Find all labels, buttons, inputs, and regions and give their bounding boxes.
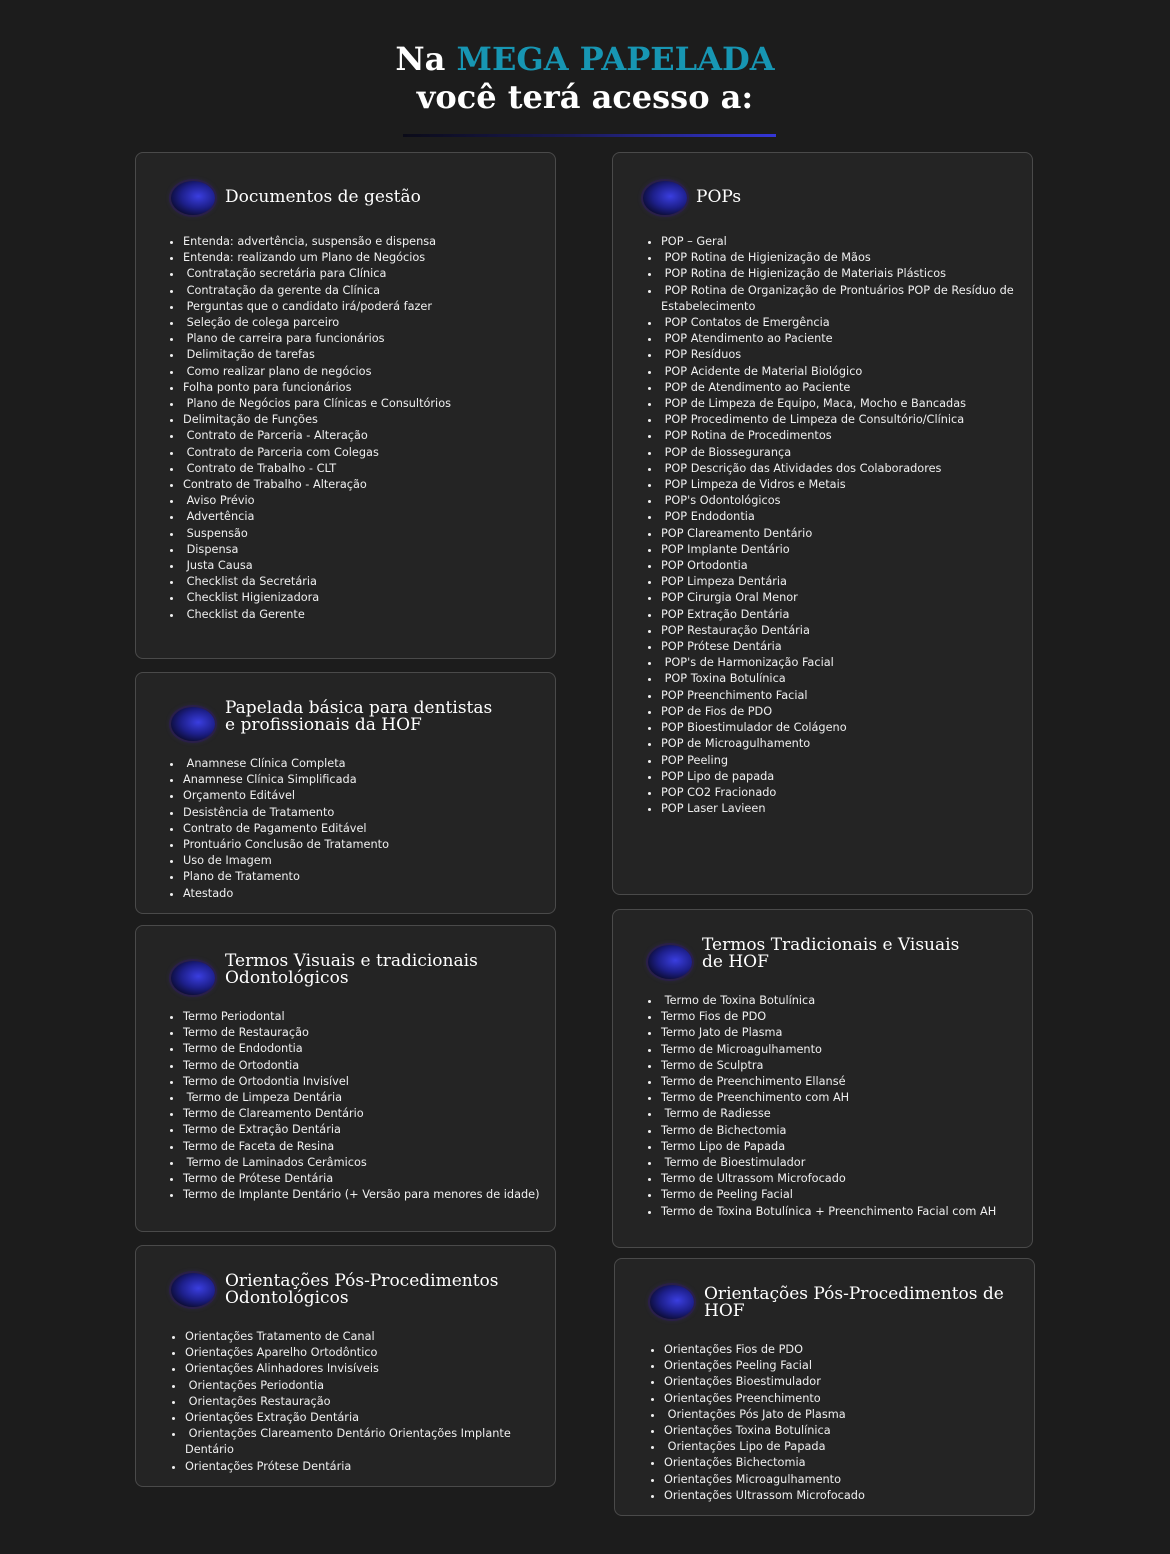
header-line-1	[0, 40, 1170, 78]
list-item: • Orientações Clareamento Dentário Orientações Implante Dentário	[185, 1426, 555, 1458]
list-item: • Atestado	[183, 886, 563, 902]
list-item: • Orientações Preenchimento	[664, 1391, 1034, 1407]
list-item: • Orientações Tratamento de Canal	[185, 1329, 555, 1345]
list-item: • Anamnese Clínica Simplificada	[183, 772, 563, 788]
card-title: Termos Visuais e tradicionais Odontológicos	[225, 951, 478, 988]
list-item: • Termo de Laminados Cerâmicos	[183, 1155, 543, 1171]
list-item: • Orientações Lipo de Papada	[664, 1439, 1034, 1455]
list-item: • Termo de Ortodontia Invisível	[183, 1074, 543, 1090]
list-item: • Orientações Aparelho Ortodôntico	[185, 1345, 555, 1361]
list-item: • Termo de Prótese Dentária	[183, 1171, 543, 1187]
list-item: • POP Resíduos	[661, 347, 1051, 363]
list-item: • Termo de Bioestimulador	[661, 1155, 1046, 1171]
card-title: Orientações Pós-Procedimentos Odontológicos	[225, 1271, 499, 1308]
list-item: • Anamnese Clínica Completa	[183, 756, 563, 772]
list-item: • Termo de Microagulhamento	[661, 1042, 1046, 1058]
list-item: • Orientações Toxina Botulínica	[664, 1423, 1034, 1439]
list-item: • Plano de carreira para funcionários	[183, 331, 563, 347]
list-item: • POP Restauração Dentária	[661, 623, 1051, 639]
item-list	[641, 993, 1046, 1220]
list-item: • Como realizar plano de negócios	[183, 364, 563, 380]
card-documentos-gestao	[135, 152, 556, 659]
list-item: • Justa Causa	[183, 558, 563, 574]
list-item: • POP Limpeza Dentária	[661, 574, 1051, 590]
list-item: • Termo de Restauração	[183, 1025, 543, 1041]
list-item: • Delimitação de tarefas	[183, 347, 563, 363]
list-item: • Orientações Periodontia	[185, 1378, 555, 1394]
list-item: • POP CO2 Fracionado	[661, 785, 1051, 801]
list-item: • Orientações Extração Dentária	[185, 1410, 555, 1426]
card-title: Termos Tradicionais e Visuais de HOF	[702, 935, 960, 972]
list-item: • POP Atendimento ao Paciente	[661, 331, 1051, 347]
orb-icon	[648, 945, 692, 979]
item-list	[644, 1342, 1034, 1504]
list-item: • Termo Jato de Plasma	[661, 1025, 1046, 1041]
list-item: • POP's Odontológicos	[661, 493, 1051, 509]
list-item: • Checklist Higienizadora	[183, 590, 563, 606]
orb-icon	[171, 1273, 215, 1307]
orb-icon	[643, 181, 687, 215]
header-line-2: você terá acesso a:	[416, 78, 754, 116]
list-item: • POP de Microagulhamento	[661, 736, 1051, 752]
list-item: • Termo de Peeling Facial	[661, 1187, 1046, 1203]
list-item: • POP Prótese Dentária	[661, 639, 1051, 655]
list-item: • Contratação secretária para Clínica	[183, 266, 563, 282]
list-item: • Seleção de colega parceiro	[183, 315, 563, 331]
card-title: Orientações Pós-Procedimentos de HOF	[704, 1284, 1004, 1321]
card-title: POPs	[696, 187, 742, 207]
list-item: • POP Limpeza de Vidros e Metais	[661, 477, 1051, 493]
list-item: • Termo de Radiesse	[661, 1106, 1046, 1122]
list-item: • POP Extração Dentária	[661, 607, 1051, 623]
card-papelada-basica	[135, 672, 556, 914]
item-list	[163, 234, 563, 623]
header-accent: MEGA PAPELADA	[456, 40, 775, 78]
list-item: • Desistência de Tratamento	[183, 805, 563, 821]
list-item: • Orientações Pós Jato de Plasma	[664, 1407, 1034, 1423]
list-item: • Contrato de Trabalho - CLT	[183, 461, 563, 477]
list-item: • Entenda: realizando um Plano de Negócios	[183, 250, 563, 266]
list-item: • POP Rotina de Higienização de Materiais Plásticos	[661, 266, 1051, 282]
card-orientacoes-odontologicos	[135, 1245, 556, 1487]
list-item: • Orientações Microagulhamento	[664, 1472, 1034, 1488]
item-list	[165, 1329, 555, 1475]
list-item: • POP Implante Dentário	[661, 542, 1051, 558]
list-item: • Entenda: advertência, suspensão e dispensa	[183, 234, 563, 250]
list-item: • Orientações Alinhadores Invisíveis	[185, 1361, 555, 1377]
item-list	[163, 1009, 543, 1203]
list-item: • POP Cirurgia Oral Menor	[661, 590, 1051, 606]
list-item: • Orientações Fios de PDO	[664, 1342, 1034, 1358]
list-item: • Orientações Restauração	[185, 1394, 555, 1410]
list-item: • Termo Lipo de Papada	[661, 1139, 1046, 1155]
list-item: • POP de Limpeza de Equipo, Maca, Mocho e Bancadas	[661, 396, 1051, 412]
card-pops	[612, 152, 1033, 895]
list-item: • POP Preenchimento Facial	[661, 688, 1051, 704]
list-item: • Dispensa	[183, 542, 563, 558]
card-title: Documentos de gestão	[225, 187, 421, 207]
list-item: • Termo de Limpeza Dentária	[183, 1090, 543, 1106]
list-item: • Suspensão	[183, 526, 563, 542]
list-item: • POP de Biossegurança	[661, 445, 1051, 461]
list-item: • Checklist da Gerente	[183, 607, 563, 623]
list-item: • Uso de Imagem	[183, 853, 563, 869]
list-item: • Contrato de Parceria com Colegas	[183, 445, 563, 461]
list-item: • POP Rotina de Procedimentos	[661, 428, 1051, 444]
list-item: • Orientações Bichectomia	[664, 1455, 1034, 1471]
list-item: • Orientações Prótese Dentária	[185, 1459, 555, 1475]
list-item: • Termo de Extração Dentária	[183, 1122, 543, 1138]
list-item: • Contrato de Pagamento Editável	[183, 821, 563, 837]
list-item: • Checklist da Secretária	[183, 574, 563, 590]
list-item: • Plano de Negócios para Clínicas e Consultórios	[183, 396, 563, 412]
list-item: • POP Acidente de Material Biológico	[661, 364, 1051, 380]
list-item: • Termo de Faceta de Resina	[183, 1139, 543, 1155]
orb-icon	[171, 707, 215, 741]
list-item: • Termo de Toxina Botulínica	[661, 993, 1046, 1009]
list-item: • Orientações Ultrassom Microfocado	[664, 1488, 1034, 1504]
list-item: • Termo Fios de PDO	[661, 1009, 1046, 1025]
list-item: • POP Endodontia	[661, 509, 1051, 525]
card-title: Papelada básica para dentistas e profissionais da HOF	[225, 698, 493, 735]
list-item: • POP Ortodontia	[661, 558, 1051, 574]
orb-icon	[650, 1285, 694, 1319]
list-item: • POP Laser Lavieen	[661, 801, 1051, 817]
list-item: • POP – Geral	[661, 234, 1051, 250]
list-item: • Termo de Endodontia	[183, 1041, 543, 1057]
card-termos-hof	[612, 909, 1033, 1248]
list-item: • POP Clareamento Dentário	[661, 526, 1051, 542]
list-item: • Advertência	[183, 509, 563, 525]
list-item: • Termo de Preenchimento com AH	[661, 1090, 1046, 1106]
list-item: • Folha ponto para funcionários	[183, 380, 563, 396]
list-item: • Contratação da gerente da Clínica	[183, 283, 563, 299]
list-item: • POP Peeling	[661, 753, 1051, 769]
list-item: • Delimitação de Funções	[183, 412, 563, 428]
card-orientacoes-hof	[614, 1258, 1035, 1516]
list-item: • POP Rotina de Higienização de Mãos	[661, 250, 1051, 266]
item-list	[163, 756, 563, 902]
list-item: • Perguntas que o candidato irá/poderá fazer	[183, 299, 563, 315]
item-list	[641, 234, 1051, 817]
list-item: • Termo de Toxina Botulínica + Preenchimento Facial com AH	[661, 1204, 1046, 1220]
list-item: • POP Descrição das Atividades dos Colaboradores	[661, 461, 1051, 477]
list-item: • Orçamento Editável	[183, 788, 563, 804]
list-item: • Termo de Bichectomia	[661, 1123, 1046, 1139]
list-item: • Termo de Sculptra	[661, 1058, 1046, 1074]
list-item: • Prontuário Conclusão de Tratamento	[183, 837, 563, 853]
page-header	[0, 40, 1170, 116]
header-prefix: Na	[395, 40, 457, 78]
list-item: • Termo de Ortodontia	[183, 1058, 543, 1074]
orb-icon	[171, 181, 215, 215]
header-divider	[403, 134, 776, 137]
list-item: • Termo de Ultrassom Microfocado	[661, 1171, 1046, 1187]
list-item: • Termo de Clareamento Dentário	[183, 1106, 543, 1122]
list-item: • POP's de Harmonização Facial	[661, 655, 1051, 671]
card-termos-odontologicos	[135, 925, 556, 1232]
list-item: • POP Bioestimulador de Colágeno	[661, 720, 1051, 736]
list-item: • POP Toxina Botulínica	[661, 671, 1051, 687]
list-item: • POP Lipo de papada	[661, 769, 1051, 785]
list-item: • POP de Atendimento ao Paciente	[661, 380, 1051, 396]
list-item: • POP Rotina de Organização de Prontuários POP de Resíduo de Estabelecimento	[661, 283, 1051, 315]
orb-icon	[171, 961, 215, 995]
list-item: • Contrato de Parceria - Alteração	[183, 428, 563, 444]
list-item: • Orientações Peeling Facial	[664, 1358, 1034, 1374]
list-item: • Termo Periodontal	[183, 1009, 543, 1025]
list-item: • POP de Fios de PDO	[661, 704, 1051, 720]
list-item: • POP Contatos de Emergência	[661, 315, 1051, 331]
list-item: • Termo de Implante Dentário (+ Versão para menores de idade)	[183, 1187, 543, 1203]
list-item: • Termo de Preenchimento Ellansé	[661, 1074, 1046, 1090]
list-item: • Plano de Tratamento	[183, 869, 563, 885]
list-item: • Aviso Prévio	[183, 493, 563, 509]
list-item: • Contrato de Trabalho - Alteração	[183, 477, 563, 493]
list-item: • POP Procedimento de Limpeza de Consultório/Clínica	[661, 412, 1051, 428]
list-item: • Orientações Bioestimulador	[664, 1374, 1034, 1390]
